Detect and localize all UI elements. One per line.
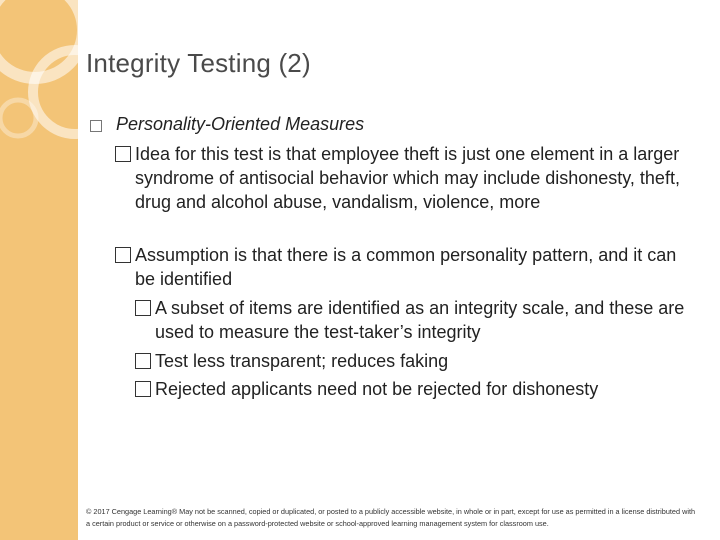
bullet-item-level3 [135, 377, 700, 401]
bullet-text: A subset of items are identified as an integrity scale, and these are used to measure the test-taker’s integrity [155, 298, 685, 342]
bullet-icon [135, 353, 151, 369]
bullet-item-level3 [135, 349, 700, 373]
copyright-footer: © 2017 Cengage Learning® May not be scanned, copied or duplicated, or posted to a publicly accessible website, in whole or in part, except for use as permitted in a license distributed with a certain product or service or otherwise on a password-protected website or school-approved learning management system for classroom use. [86, 507, 696, 528]
bullet-item-level2 [115, 243, 700, 291]
bullet-item-level3 [135, 296, 700, 344]
bullet-icon [135, 381, 151, 397]
bullet-icon [115, 247, 131, 263]
decorative-circles-graphic [0, 0, 78, 540]
bullet-icon [115, 146, 131, 162]
bullet-text: Test less transparent; reduces faking [155, 351, 449, 371]
bullet-item-level2 [115, 142, 700, 214]
bullet-icon [90, 120, 102, 132]
bullet-text: Rejected applicants need not be rejected for dishonesty [155, 379, 599, 399]
bullet-text: Personality-Oriented Measures [116, 114, 365, 134]
slide-title: Integrity Testing (2) [86, 48, 311, 78]
bullet-text: Assumption is that there is a common personality pattern, and it can be identified [135, 245, 677, 289]
bullet-icon [135, 300, 151, 316]
decorative-sidebar [0, 0, 78, 540]
bullet-text: Idea for this test is that employee theft is just one element in a larger syndrome of antisocial behavior which may include dishonesty, theft, drug and alcohol abuse, vandalism, violence, more [135, 144, 680, 212]
bullet-item-level1 [90, 112, 364, 136]
